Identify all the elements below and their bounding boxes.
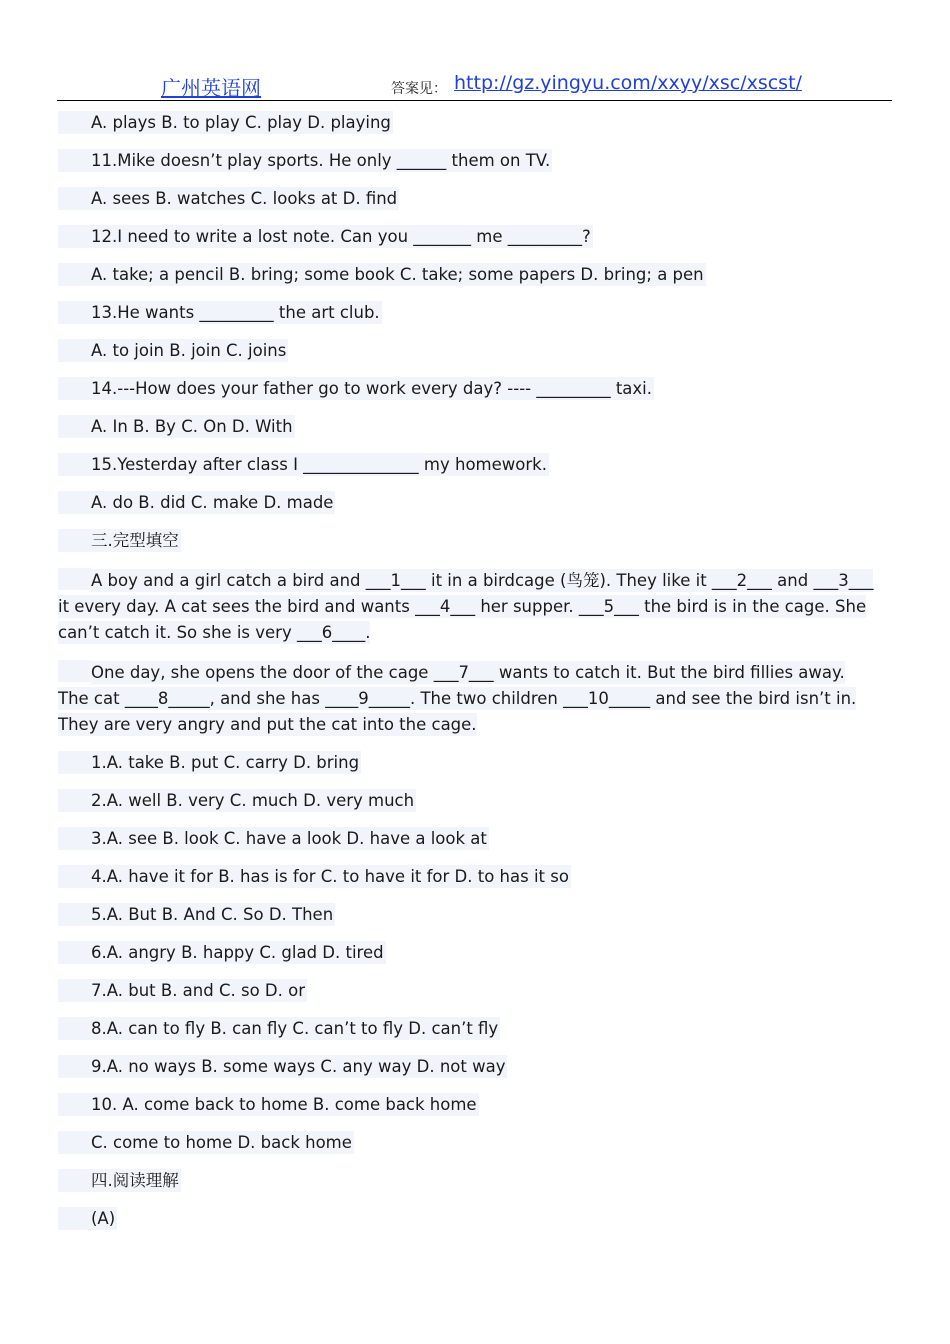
- question-line: 15.Yesterday after class I ______________ my homework.: [58, 452, 880, 490]
- option-line: 7.A. but B. and C. so D. or: [58, 978, 880, 1016]
- option-line: 5.A. But B. And C. So D. Then: [58, 902, 880, 940]
- option-line: A. sees B. watches C. looks at D. find: [58, 186, 880, 224]
- option-line: A. In B. By C. On D. With: [58, 414, 880, 452]
- page-header: [57, 68, 892, 101]
- option-line: 10. A. come back to home B. come back home: [58, 1092, 880, 1130]
- option-line: A. plays B. to play C. play D. playing: [58, 110, 880, 148]
- question-line: 13.He wants _________ the art club.: [58, 300, 880, 338]
- option-line: 3.A. see B. look C. have a look D. have a look at: [58, 826, 880, 864]
- option-line: 9.A. no ways B. some ways C. any way D. not way: [58, 1054, 880, 1092]
- document-body: [58, 110, 880, 1244]
- passage-label: (A): [58, 1206, 880, 1244]
- question-line: 12.I need to write a lost note. Can you _______ me _________?: [58, 224, 880, 262]
- question-line: 14.---How does your father go to work every day? ---- _________ taxi.: [58, 376, 880, 414]
- option-line: 2.A. well B. very C. much D. very much: [58, 788, 880, 826]
- option-line: C. come to home D. back home: [58, 1130, 880, 1168]
- section-heading: 四.阅读理解: [58, 1168, 880, 1206]
- answer-url-link[interactable]: http://gz.yingyu.com/xxyy/xsc/xscst/: [454, 72, 802, 94]
- option-line: A. do B. did C. make D. made: [58, 490, 880, 528]
- cloze-paragraph: One day, she opens the door of the cage ___7___ wants to catch it. But the bird fillies away. The cat ____8_____, and she has ____9_____. The two children ___10_____ and see the bird isn’t in. They are very angry and put the cat into the cage.: [58, 658, 880, 750]
- option-line: A. to join B. join C. joins: [58, 338, 880, 376]
- option-line: 1.A. take B. put C. carry D. bring: [58, 750, 880, 788]
- section-heading: 三.完型填空: [58, 528, 880, 566]
- cloze-paragraph: A boy and a girl catch a bird and ___1___ it in a birdcage (鸟笼). They like it ___2___ and ___3___ it every day. A cat sees the bird and wants ___4___ her supper. ___5___ the bird is in the cage. She can’t catch it. So she is very ___6____.: [58, 566, 880, 658]
- option-line: 8.A. can to fly B. can fly C. can’t to fly D. can’t fly: [58, 1016, 880, 1054]
- question-line: 11.Mike doesn’t play sports. He only ______ them on TV.: [58, 148, 880, 186]
- option-line: 6.A. angry B. happy C. glad D. tired: [58, 940, 880, 978]
- option-line: A. take; a pencil B. bring; some book C. take; some papers D. bring; a pen: [58, 262, 880, 300]
- site-name-link[interactable]: 广州英语网: [161, 76, 261, 100]
- option-line: 4.A. have it for B. has is for C. to have it for D. to has it so: [58, 864, 880, 902]
- answer-label: 答案见：: [391, 81, 447, 97]
